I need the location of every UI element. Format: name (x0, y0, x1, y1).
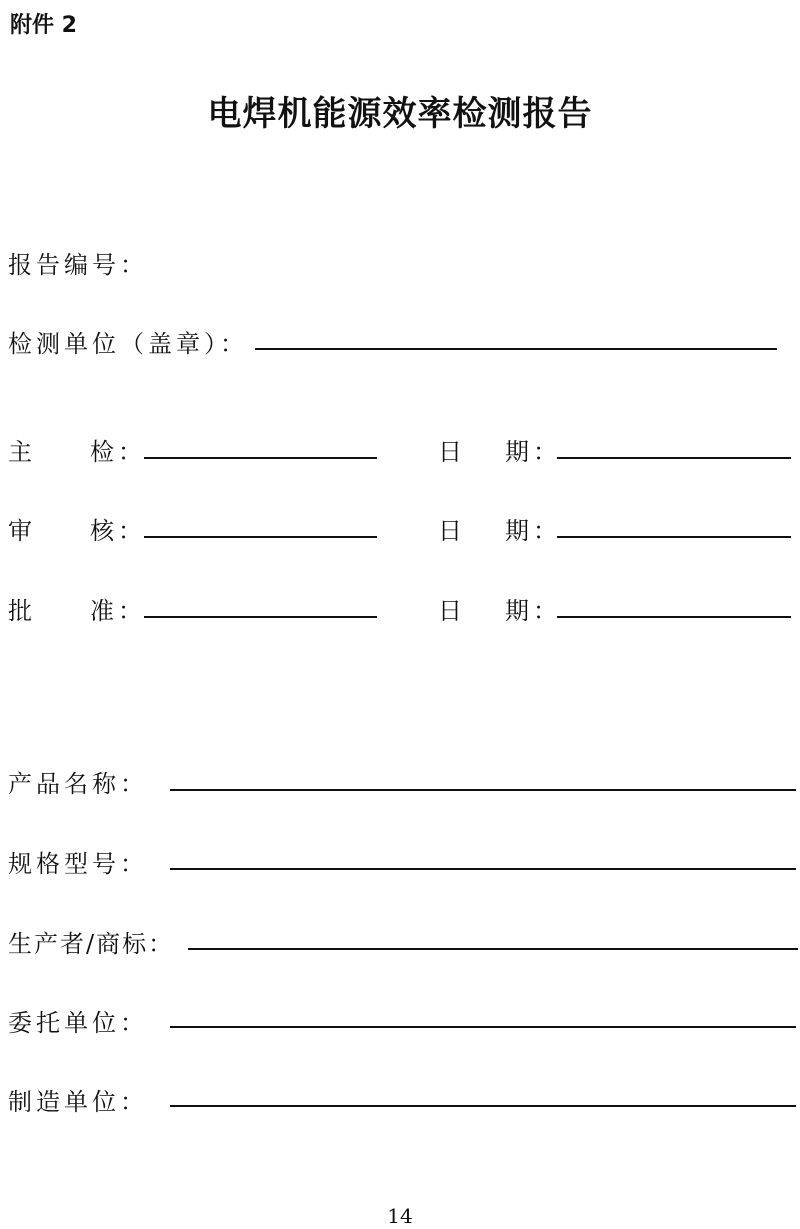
approver-date-label-a: 日 (438, 597, 466, 625)
reviewer-label-a: 审 (8, 517, 36, 545)
manufacturer-label: 生产者/商标： (8, 930, 175, 958)
page-number: 14 (387, 1204, 413, 1228)
product-name-field[interactable] (170, 789, 796, 791)
inspector-date-label-b: 期： (505, 438, 561, 466)
page-title: 电焊机能源效率检测报告 (207, 94, 593, 134)
model-label: 规格型号： (8, 850, 148, 878)
approver-date-label-b: 期： (505, 597, 561, 625)
maker-unit-field[interactable] (170, 1105, 796, 1107)
inspector-date-field[interactable] (557, 457, 791, 459)
model-field[interactable] (170, 868, 796, 870)
approver-label-b: 准： (90, 597, 146, 625)
maker-unit-label: 制造单位： (8, 1088, 148, 1116)
approver-field[interactable] (144, 616, 377, 618)
inspector-date-label-a: 日 (438, 438, 466, 466)
testing-unit-field[interactable] (255, 348, 777, 350)
client-unit-field[interactable] (170, 1026, 796, 1028)
reviewer-field[interactable] (144, 536, 377, 538)
reviewer-label-b: 核： (90, 517, 146, 545)
attachment-label: 附件 2 (10, 13, 77, 38)
client-unit-label: 委托单位： (8, 1009, 148, 1037)
manufacturer-field[interactable] (188, 948, 798, 950)
inspector-label-b: 检： (90, 438, 146, 466)
approver-date-field[interactable] (557, 616, 791, 618)
reviewer-date-label-b: 期： (505, 517, 561, 545)
product-name-label: 产品名称： (8, 770, 148, 798)
inspector-label-a: 主 (8, 438, 36, 466)
inspector-field[interactable] (144, 457, 377, 459)
reviewer-date-field[interactable] (557, 536, 791, 538)
reviewer-date-label-a: 日 (438, 517, 466, 545)
testing-unit-label: 检测单位（盖章）： (8, 330, 248, 358)
approver-label-a: 批 (8, 597, 36, 625)
report-number-label: 报告编号： (8, 251, 148, 279)
